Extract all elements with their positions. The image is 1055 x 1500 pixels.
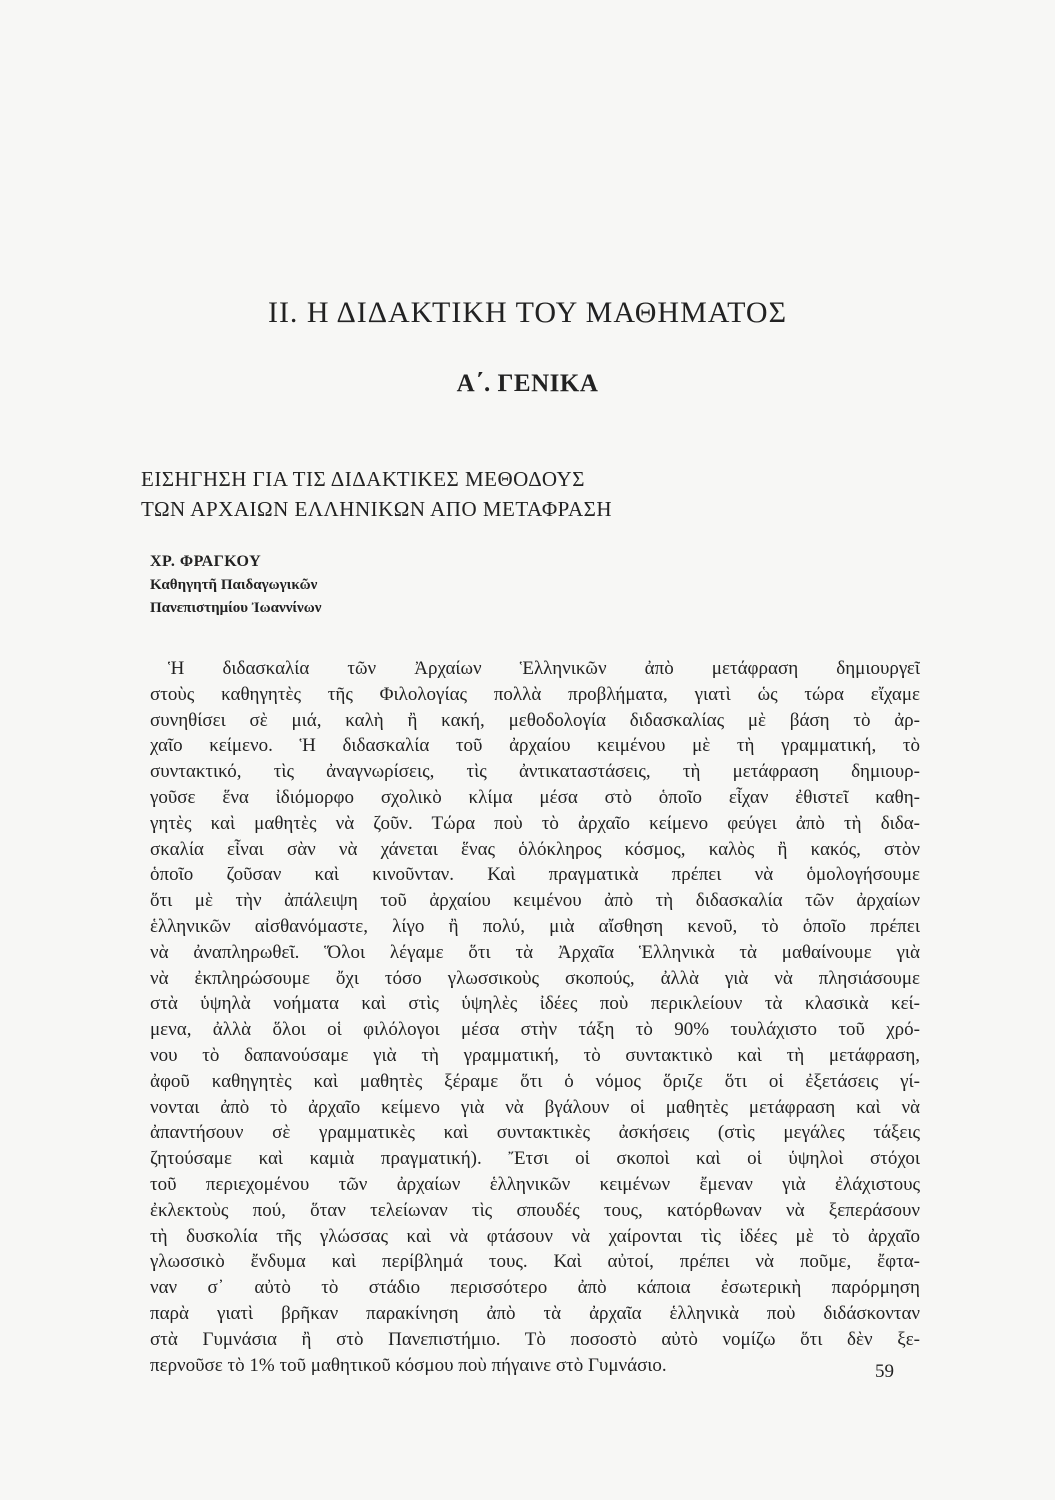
body-line: περνοῦσε τὸ 1% τοῦ μαθητικοῦ κόσμου ποὺ πήγαινε στὸ Γυμνάσιο. bbox=[150, 1354, 667, 1376]
author-affiliation-line-2: Πανεπιστημίου Ἰωαννίνων bbox=[150, 600, 322, 616]
body-line: νὰ ἀναπληρωθεῖ. Ὅλοι λέγαμε ὅτι τὰ Ἀρχαῖα Ἑλληνικὰ τὰ μαθαίνουμε γιὰ bbox=[150, 941, 920, 963]
body-text bbox=[150, 656, 920, 1378]
body-line: τὴ δυσκολία τῆς γλώσσας καὶ νὰ φτάσουν νὰ χαίρονται τὶς ἰδέες μὲ τὸ ἀρχαῖο bbox=[150, 1225, 920, 1247]
body-line: ναν σ᾽ αὐτὸ τὸ στάδιο περισσότερο ἀπὸ κάποια ἐσωτερικὴ παρόρμηση bbox=[150, 1277, 920, 1299]
body-line: μενα, ἀλλὰ ὅλοι οἱ φιλόλογοι μέσα στὴν τάξη τὸ 90% τουλάχιστο τοῦ χρό- bbox=[150, 1019, 920, 1041]
body-line: συντακτικό, τὶς ἀναγνωρίσεις, τὶς ἀντικαταστάσεις, τὴ μετάφραση δημιουρ- bbox=[150, 761, 920, 783]
body-line: στὰ ὑψηλὰ νοήματα καὶ στὶς ὑψηλὲς ἰδέες ποὺ περικλείουν τὰ κλασικὰ κεί- bbox=[150, 993, 920, 1015]
body-line: νου τὸ δαπανούσαμε γιὰ τὴ γραμματική, τὸ συντακτικὸ καὶ τὴ μετάφραση, bbox=[150, 1044, 920, 1066]
body-line: ἐκλεκτοὺς πού, ὅταν τελείωναν τὶς σπουδές τους, κατόρθωναν νὰ ξεπεράσουν bbox=[150, 1199, 920, 1221]
body-line: ζητούσαμε καὶ καμιὰ πραγματική). Ἔτσι οἱ σκοποὶ καὶ οἱ ὑψηλοὶ στόχοι bbox=[150, 1148, 920, 1170]
body-line: τοῦ περιεχομένου τῶν ἀρχαίων ἑλληνικῶν κειμένων ἔμεναν γιὰ ἐλάχιστους bbox=[150, 1173, 920, 1195]
body-line: ὅτι μὲ τὴν ἀπάλειψη τοῦ ἀρχαίου κειμένου ἀπὸ τὴ διδασκαλία τῶν ἀρχαίων bbox=[150, 890, 920, 912]
body-line: ὁποῖο ζοῦσαν καὶ κινοῦνταν. Καὶ πραγματικὰ πρέπει νὰ ὁμολογήσουμε bbox=[150, 864, 920, 886]
body-line: ἀπαντήσουν σὲ γραμματικὲς καὶ συντακτικὲς ἀσκήσεις (στὶς μεγάλες τάξεις bbox=[150, 1122, 920, 1144]
body-line: στοὺς καθηγητὲς τῆς Φιλολογίας πολλὰ προβλήματα, γιατὶ ὡς τώρα εἴχαμε bbox=[150, 683, 920, 705]
body-line: γητὲς καὶ μαθητὲς νὰ ζοῦν. Τώρα ποὺ τὸ ἀρχαῖο κείμενο φεύγει ἀπὸ τὴ διδα- bbox=[150, 812, 920, 834]
body-line: χαῖο κείμενο. Ἡ διδασκαλία τοῦ ἀρχαίου κειμένου μὲ τὴ γραμματική, τὸ bbox=[150, 735, 920, 757]
body-line: Ἡ διδασκαλία τῶν Ἀρχαίων Ἑλληνικῶν ἀπὸ μετάφραση δημιουργεῖ bbox=[168, 658, 920, 679]
author-affiliation-line-1: Καθηγητῆ Παιδαγωγικῶν bbox=[150, 577, 318, 593]
body-line: σκαλία εἶναι σὰν νὰ χάνεται ἕνας ὁλόκληρος κόσμος, καλὸς ἢ κακός, στὸν bbox=[150, 838, 920, 860]
body-line: συνηθίσει σὲ μιά, καλὴ ἢ κακή, μεθοδολογία διδασκαλίας μὲ βάση τὸ ἀρ- bbox=[150, 709, 920, 731]
subsection-title: Α΄. ΓΕΝΙΚΑ bbox=[456, 370, 599, 397]
body-line: παρὰ γιατὶ βρῆκαν παρακίνηση ἀπὸ τὰ ἀρχαῖα ἑλληνικὰ ποὺ διδάσκονταν bbox=[150, 1302, 920, 1324]
section-title: II. Η ΔΙΔΑΚΤΙΚΗ ΤΟΥ ΜΑΘΗΜΑΤΟΣ bbox=[267, 296, 788, 329]
article-title-line-2: ΤΩΝ ΑΡΧΑΙΩΝ ΕΛΛΗΝΙΚΩΝ ΑΠΟ ΜΕΤΑΦΡΑΣΗ bbox=[141, 497, 613, 521]
body-line: ἀφοῦ καθηγητὲς καὶ μαθητὲς ξέραμε ὅτι ὁ νόμος ὅριζε ὅτι οἱ ἐξετάσεις γί- bbox=[150, 1070, 920, 1092]
body-line: νὰ ἐκπληρώσουμε ὄχι τόσο γλωσσικοὺς σκοπούς, ἀλλὰ γιὰ νὰ πλησιάσουμε bbox=[150, 967, 920, 989]
body-line: ἑλληνικῶν αἰσθανόμαστε, λίγο ἢ πολύ, μιὰ αἴσθηση κενοῦ, τὸ ὁποῖο πρέπει bbox=[150, 915, 920, 937]
body-line: νονται ἀπὸ τὸ ἀρχαῖο κείμενο γιὰ νὰ βγάλουν οἱ μαθητὲς μετάφραση καὶ νὰ bbox=[150, 1096, 920, 1118]
author-name: ΧΡ. ΦΡΑΓΚΟΥ bbox=[150, 553, 262, 570]
body-line: γλωσσικὸ ἔνδυμα καὶ περίβλημά τους. Καὶ αὐτοί, πρέπει νὰ ποῦμε, ἔφτα- bbox=[150, 1251, 920, 1273]
article-title-line-1: ΕΙΣΗΓΗΣΗ ΓΙΑ ΤΙΣ ΔΙΔΑΚΤΙΚΕΣ ΜΕΘΟΔΟΥΣ bbox=[141, 467, 585, 491]
page-number: 59 bbox=[875, 1361, 894, 1382]
body-line: γοῦσε ἕνα ἰδιόμορφο σχολικὸ κλίμα μέσα στὸ ὁποῖο εἶχαν ἐθιστεῖ καθη- bbox=[150, 786, 920, 808]
body-line: στὰ Γυμνάσια ἢ στὸ Πανεπιστήμιο. Τὸ ποσοστὸ αὐτὸ νομίζω ὅτι δὲν ξε- bbox=[150, 1328, 920, 1350]
